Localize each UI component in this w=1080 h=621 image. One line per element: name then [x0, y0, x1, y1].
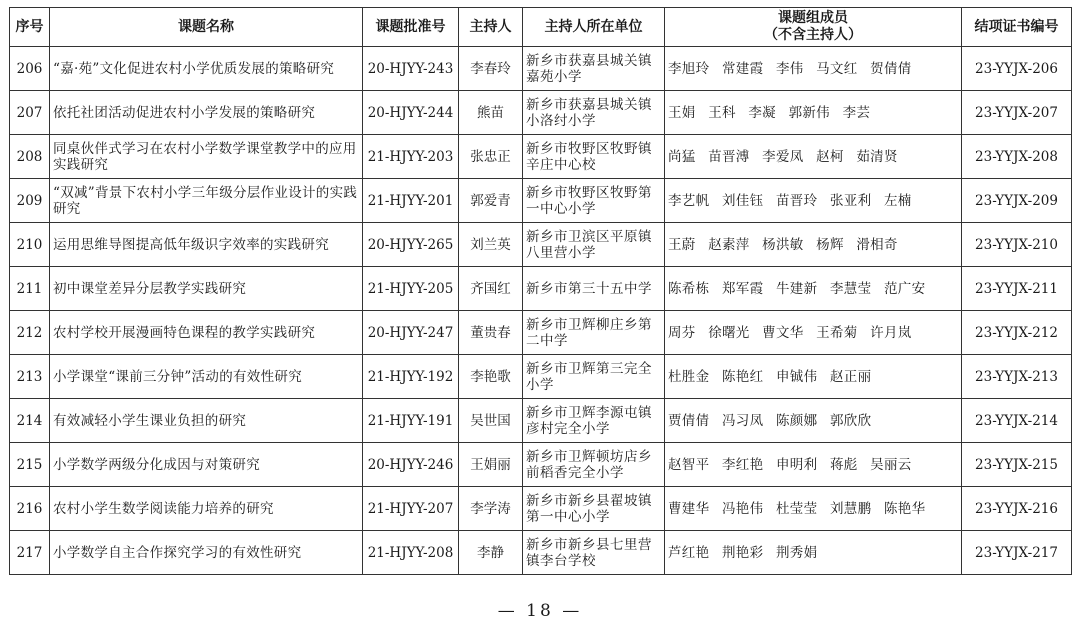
- table-row: [10, 311, 1072, 355]
- table-row: [10, 487, 1072, 531]
- header-members: [665, 8, 962, 47]
- approval-number: 21-HJYY-201: [363, 179, 459, 223]
- project-title: 农村学校开展漫画特色课程的教学实践研究: [50, 311, 363, 355]
- header-unit: 主持人所在单位: [523, 8, 665, 47]
- row-number: 214: [10, 399, 50, 443]
- host-unit: 新乡市牧野区牧野第一中心小学: [523, 179, 665, 223]
- certificate-number: 23-YYJX-217: [962, 531, 1072, 575]
- certificate-number: 23-YYJX-208: [962, 135, 1072, 179]
- approval-number: 21-HJYY-203: [363, 135, 459, 179]
- header-approval: 课题批准号: [363, 8, 459, 47]
- host-unit: 新乡市卫滨区平原镇八里营小学: [523, 223, 665, 267]
- team-members: 曹建华 冯艳伟 杜莹莹 刘慧鹏 陈艳华: [665, 487, 962, 531]
- host-name: 王娟丽: [459, 443, 523, 487]
- header-members-line2: （不含主持人）: [764, 27, 862, 43]
- row-number: 207: [10, 91, 50, 135]
- row-number: 217: [10, 531, 50, 575]
- host-unit: 新乡市新乡县七里营镇李台学校: [523, 531, 665, 575]
- host-unit: 新乡市卫辉柳庄乡第二中学: [523, 311, 665, 355]
- certificate-number: 23-YYJX-207: [962, 91, 1072, 135]
- header-host: 主持人: [459, 8, 523, 47]
- project-table: [9, 7, 1072, 575]
- host-name: 吴世国: [459, 399, 523, 443]
- host-name: 李学涛: [459, 487, 523, 531]
- row-number: 213: [10, 355, 50, 399]
- approval-number: 21-HJYY-192: [363, 355, 459, 399]
- team-members: 尚猛 苗晋溥 李爱凤 赵柯 茹清贤: [665, 135, 962, 179]
- approval-number: 21-HJYY-191: [363, 399, 459, 443]
- certificate-number: 23-YYJX-209: [962, 179, 1072, 223]
- table-row: [10, 47, 1072, 91]
- team-members: 芦红艳 荆艳彩 荆秀娟: [665, 531, 962, 575]
- host-unit: 新乡市新乡县翟坡镇第一中心小学: [523, 487, 665, 531]
- project-title: 运用思维导图提高低年级识字效率的实践研究: [50, 223, 363, 267]
- host-name: 李静: [459, 531, 523, 575]
- table-row: [10, 179, 1072, 223]
- approval-number: 20-HJYY-246: [363, 443, 459, 487]
- project-title: 初中课堂差异分层教学实践研究: [50, 267, 363, 311]
- project-title: 依托社团活动促进农村小学发展的策略研究: [50, 91, 363, 135]
- table-row: [10, 531, 1072, 575]
- page-number: — 18 —: [497, 601, 583, 621]
- row-number: 216: [10, 487, 50, 531]
- project-title: 小学数学自主合作探究学习的有效性研究: [50, 531, 363, 575]
- approval-number: 20-HJYY-265: [363, 223, 459, 267]
- team-members: 赵智平 李红艳 申明利 蒋彪 吴丽云: [665, 443, 962, 487]
- host-unit: 新乡市获嘉县城关镇小洛纣小学: [523, 91, 665, 135]
- project-title: 农村小学生数学阅读能力培养的研究: [50, 487, 363, 531]
- team-members: 李艺帆 刘佳钰 苗晋玲 张亚利 左楠: [665, 179, 962, 223]
- host-name: 李艳歌: [459, 355, 523, 399]
- approval-number: 21-HJYY-205: [363, 267, 459, 311]
- table-row: [10, 355, 1072, 399]
- table-row: [10, 267, 1072, 311]
- certificate-number: 23-YYJX-213: [962, 355, 1072, 399]
- table-row: [10, 91, 1072, 135]
- host-unit: 新乡市卫辉李源屯镇彦村完全小学: [523, 399, 665, 443]
- header-no: 序号: [10, 8, 50, 47]
- host-name: 李春玲: [459, 47, 523, 91]
- host-name: 张忠正: [459, 135, 523, 179]
- table-body: [10, 47, 1072, 575]
- host-unit: 新乡市卫辉第三完全小学: [523, 355, 665, 399]
- row-number: 210: [10, 223, 50, 267]
- certificate-number: 23-YYJX-210: [962, 223, 1072, 267]
- certificate-number: 23-YYJX-211: [962, 267, 1072, 311]
- team-members: 周芬 徐曙光 曹文华 王希菊 许月岚: [665, 311, 962, 355]
- certificate-number: 23-YYJX-206: [962, 47, 1072, 91]
- certificate-number: 23-YYJX-212: [962, 311, 1072, 355]
- host-name: 董贵春: [459, 311, 523, 355]
- approval-number: 20-HJYY-243: [363, 47, 459, 91]
- row-number: 211: [10, 267, 50, 311]
- approval-number: 20-HJYY-244: [363, 91, 459, 135]
- row-number: 208: [10, 135, 50, 179]
- table-row: [10, 223, 1072, 267]
- row-number: 206: [10, 47, 50, 91]
- row-number: 215: [10, 443, 50, 487]
- host-unit: 新乡市牧野区牧野镇辛庄中心校: [523, 135, 665, 179]
- certificate-number: 23-YYJX-216: [962, 487, 1072, 531]
- team-members: 李旭玲 常建霞 李伟 马文红 贺倩倩: [665, 47, 962, 91]
- host-name: 齐国红: [459, 267, 523, 311]
- team-members: 陈希栋 郑军霞 牛建新 李慧莹 范广安: [665, 267, 962, 311]
- table-row: [10, 443, 1072, 487]
- approval-number: 20-HJYY-247: [363, 311, 459, 355]
- header-members-line1: 课题组成员: [778, 10, 848, 26]
- header-title: 课题名称: [50, 8, 363, 47]
- project-title: 小学数学两级分化成因与对策研究: [50, 443, 363, 487]
- header-cert: 结项证书编号: [962, 8, 1072, 47]
- certificate-number: 23-YYJX-215: [962, 443, 1072, 487]
- host-unit: 新乡市卫辉顿坊店乡前稻香完全小学: [523, 443, 665, 487]
- team-members: 贾倩倩 冯习凤 陈颜娜 郭欣欣: [665, 399, 962, 443]
- table-row: [10, 399, 1072, 443]
- host-name: 刘兰英: [459, 223, 523, 267]
- host-unit: 新乡市获嘉县城关镇嘉苑小学: [523, 47, 665, 91]
- project-title: “嘉·苑”文化促进农村小学优质发展的策略研究: [50, 47, 363, 91]
- approval-number: 21-HJYY-208: [363, 531, 459, 575]
- row-number: 212: [10, 311, 50, 355]
- table-row: [10, 135, 1072, 179]
- team-members: 杜胜金 陈艳红 申铖伟 赵正丽: [665, 355, 962, 399]
- certificate-number: 23-YYJX-214: [962, 399, 1072, 443]
- host-name: 熊苗: [459, 91, 523, 135]
- project-title: 小学课堂“课前三分钟”活动的有效性研究: [50, 355, 363, 399]
- team-members: 王蔚 赵素萍 杨洪敏 杨辉 滑相奇: [665, 223, 962, 267]
- host-name: 郭爱青: [459, 179, 523, 223]
- team-members: 王娟 王科 李凝 郭新伟 李芸: [665, 91, 962, 135]
- project-title: 同桌伙伴式学习在农村小学数学课堂教学中的应用实践研究: [50, 135, 363, 179]
- approval-number: 21-HJYY-207: [363, 487, 459, 531]
- project-title: 有效减轻小学生课业负担的研究: [50, 399, 363, 443]
- host-unit: 新乡市第三十五中学: [523, 267, 665, 311]
- project-title: “双减”背景下农村小学三年级分层作业设计的实践研究: [50, 179, 363, 223]
- row-number: 209: [10, 179, 50, 223]
- header-row: [10, 8, 1072, 47]
